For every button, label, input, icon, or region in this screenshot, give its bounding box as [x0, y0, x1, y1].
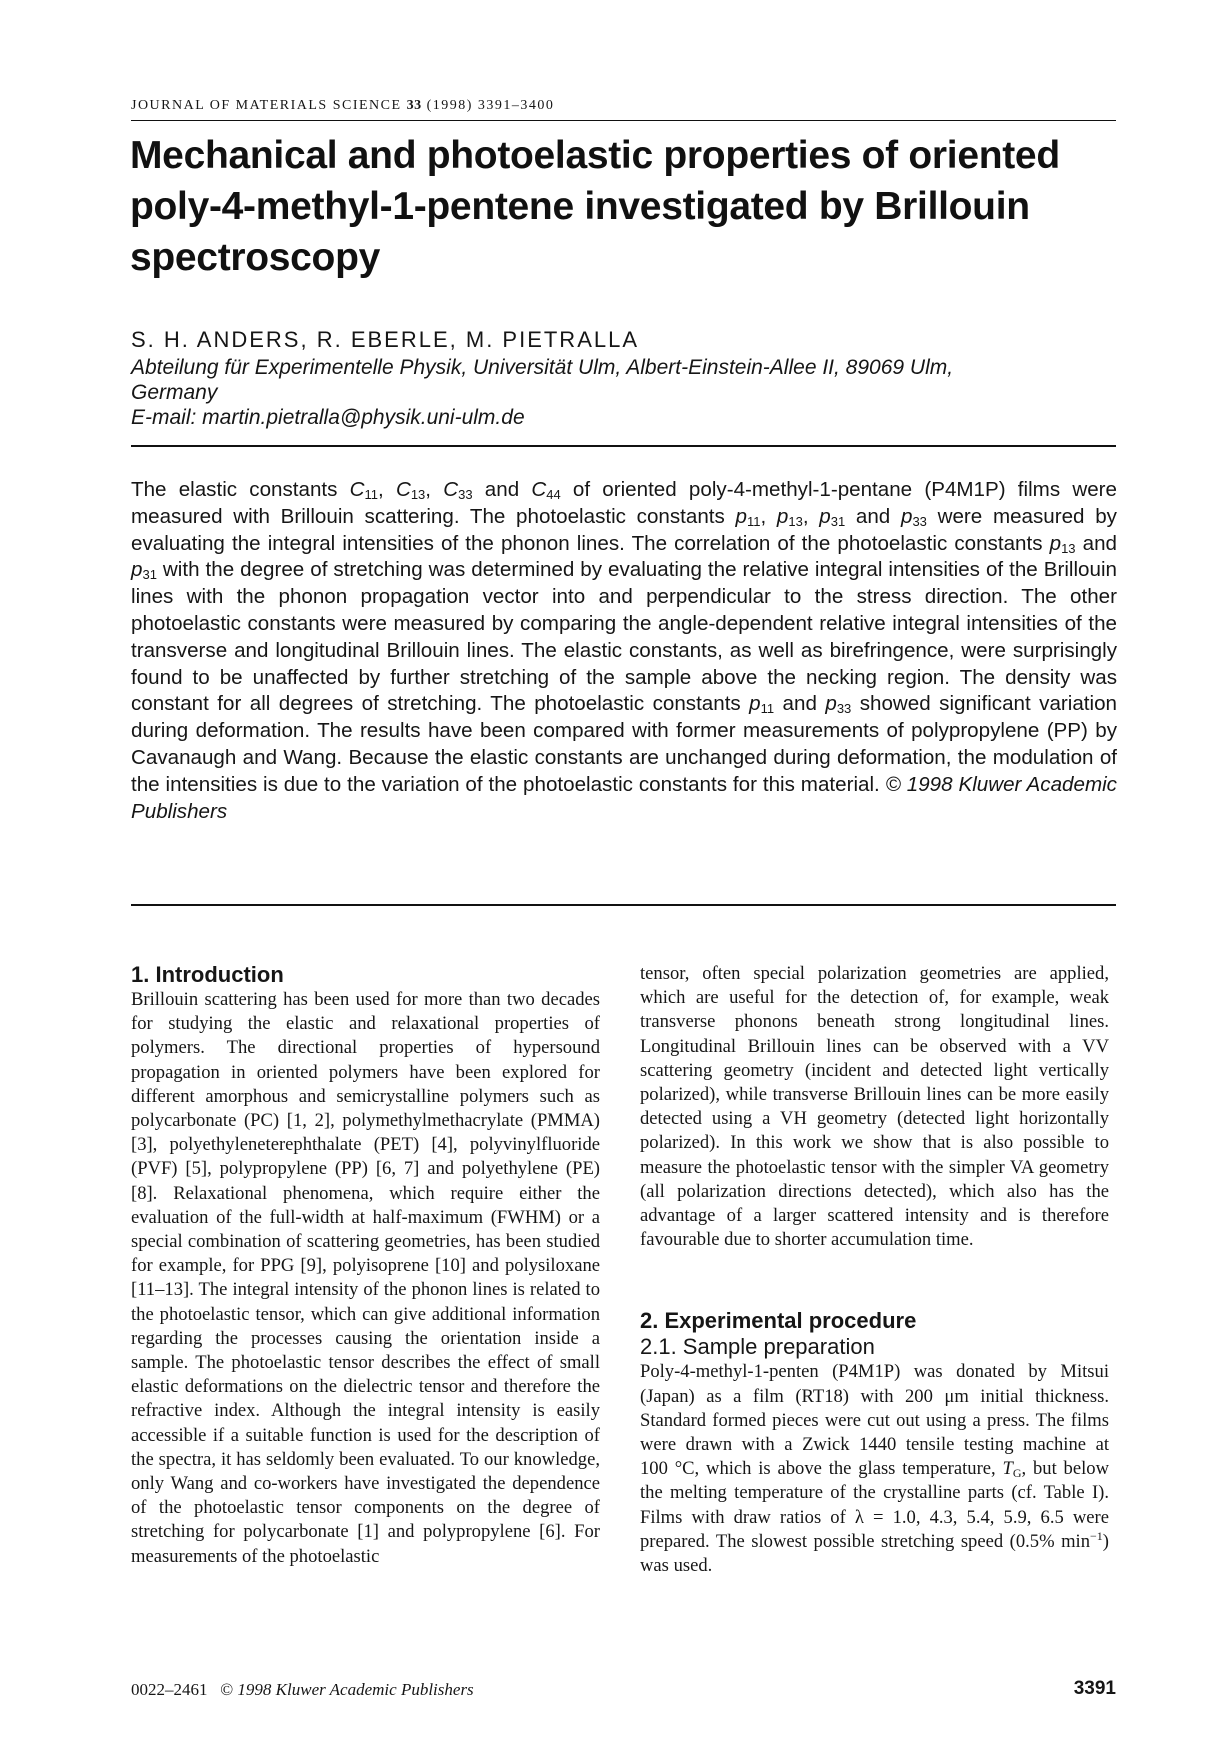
authors: S. H. ANDERS, R. EBERLE, M. PIETRALLA — [131, 327, 640, 352]
affiliation-line2: Germany — [131, 381, 218, 404]
intro-paragraph: Brillouin scattering has been used for more than two decades for studying the elastic and relaxational properties of polymers. The directional properties of hypersound propagation in oriented polymers have been explored for different amorphous and semicrystalline polymers such as polycarbonate (PC) [1, 2], polymethylmethacrylate (PMMA) [3], polyethyleneterephthalate (PET) [4], polyvinylfluoride (PVF) [5], polypropylene (PP) [6, 7] and polyethylene (PE) [8]. Relaxational phenomena, which require either the evaluation of the full-width at half-maximum (FWHM) or a special combination of scattering geometries, has been studied for example, for PPG [9], polyisoprene [10] and polysiloxane [11–13]. The integral intensity of the phonon lines is related to the photoelastic tensor, which can give additional information regarding the processes causing the orientation inside a sample. The photoelastic tensor describes the effect of small elastic deformations on the dielectric tensor and therefore the refractive index. Although the integral intensity is easily accessible if a suitable function is used for the description of the spectra, it has seldomly been evaluated. To our knowledge, only Wang and co-workers have investigated the dependence of the photoelastic tensor components on the degree of stretching for polycarbonate [1] and polypropylene [6]. For measurements of the photoelastic — [131, 989, 600, 1567]
affiliation-line1: Abteilung für Experimentelle Physik, Universität Ulm, Albert-Einstein-Allee II, 89069 Ulm, — [131, 356, 954, 379]
footer-copyright-symbol: © — [220, 1680, 234, 1699]
abstract-copyright: © 1998 Kluwer Academic Publishers — [131, 772, 1117, 823]
author-email[interactable]: E-mail: martin.pietralla@physik.uni-ulm.de — [131, 406, 525, 429]
section-spacer — [640, 1252, 1109, 1308]
journal-header — [131, 98, 1116, 121]
journal-volume: 33 — [406, 98, 422, 113]
section-heading-introduction: 1. Introduction — [131, 962, 284, 987]
intro-paragraph-continued: tensor, often special polarization geometries are applied, which are useful for the detection of, for example, weak transverse phonons beneath strong longitudinal lines. Longitudinal Brillouin lines can be observed with a VV scattering geometry (incident and detected light vertically polarized), while transverse Brillouin lines can be more easily detected using a VH geometry (detected light horizontally polarized). In this work we show that is also possible to measure the photoelastic tensor with the simpler VA geometry (all polarization directions detected), which also has the advantage of a larger scattered intensity and is therefore favourable due to shorter accumulation time. — [640, 963, 1109, 1251]
abstract: The elastic constants $C_{11}$, $C_{13}$, $C_{33}$ and $C_{44}$ of oriented poly-4-methyl-1-pentane (P4M1P) films were measured with Brillouin scattering. The photoelastic constants $p_{11}$, $p_{13}$, $p_{31}$ and $p_{33}$ were measured by evaluating the integral intensities of the phonon lines. The correlation of the photoelastic constants $p_{13}$ and $p_{31}$ with the degree of stretching was determined by evaluating the relative integral intensities of the Brillouin lines with the phonon propagation vector into and perpendicular to the stress direction. The other photoelastic constants were measured by comparing the angle-dependent relative integral intensities of the transverse and longitudinal Brillouin lines. The elastic constants, as well as birefringence, were surprisingly found to be unaffected by further stretching of the sample above the necking region. The density was constant for all degrees of stretching. The photoelastic constants $p_{11}$ and $p_{33}$ showed significant variation during deformation. The results have been compared with former measurements of polypropylene (PP) by Cavanaugh and Wang. Because the elastic constants are unchanged during deformation, the modulation of the intensities is due to the variation of the photoelastic constants for this material. © 1998 Kluwer Academic Publishers — [131, 478, 1117, 823]
page-number: 3391 — [1073, 1678, 1116, 1699]
sample-preparation-paragraph: Poly-4-methyl-1-penten (P4M1P) was donated by Mitsui (Japan) as a film (RT18) with 200 μm initial thickness. Standard formed pieces were cut out using a press. The films were drawn with a Zwick 1440 tensile testing machine at 100 °C, which is above the glass temperature, $T_G$, but below the melting temperature of the crystalline parts (cf. Table I). Films with draw ratios of λ = 1.0, 4.3, 5.4, 5.9, 6.5 were prepared. The slowest possible stretching speed (0.5% $\min^{-1}$) was used. — [640, 1361, 1109, 1577]
abstract-top-rule — [131, 445, 1116, 447]
section-heading-experimental: 2. Experimental procedure — [640, 1308, 917, 1334]
paper-title: Mechanical and photoelastic properties of oriented poly-4-methyl-1-pentene investigated by Brillouin spectroscopy — [130, 134, 1060, 279]
journal-name: JOURNAL OF MATERIALS SCIENCE — [131, 98, 402, 113]
footer-publisher: 1998 Kluwer Academic Publishers — [237, 1680, 474, 1699]
column-left — [131, 962, 600, 1569]
footer-issn: 0022–2461 — [131, 1680, 208, 1699]
journal-year-pages: (1998) 3391–3400 — [426, 98, 555, 113]
column-right — [640, 962, 1109, 1578]
affiliation — [131, 355, 1116, 430]
footer-copyright — [131, 1680, 474, 1700]
subsection-heading-sample-preparation: 2.1. Sample preparation — [640, 1334, 875, 1360]
abstract-bottom-rule — [131, 904, 1116, 906]
